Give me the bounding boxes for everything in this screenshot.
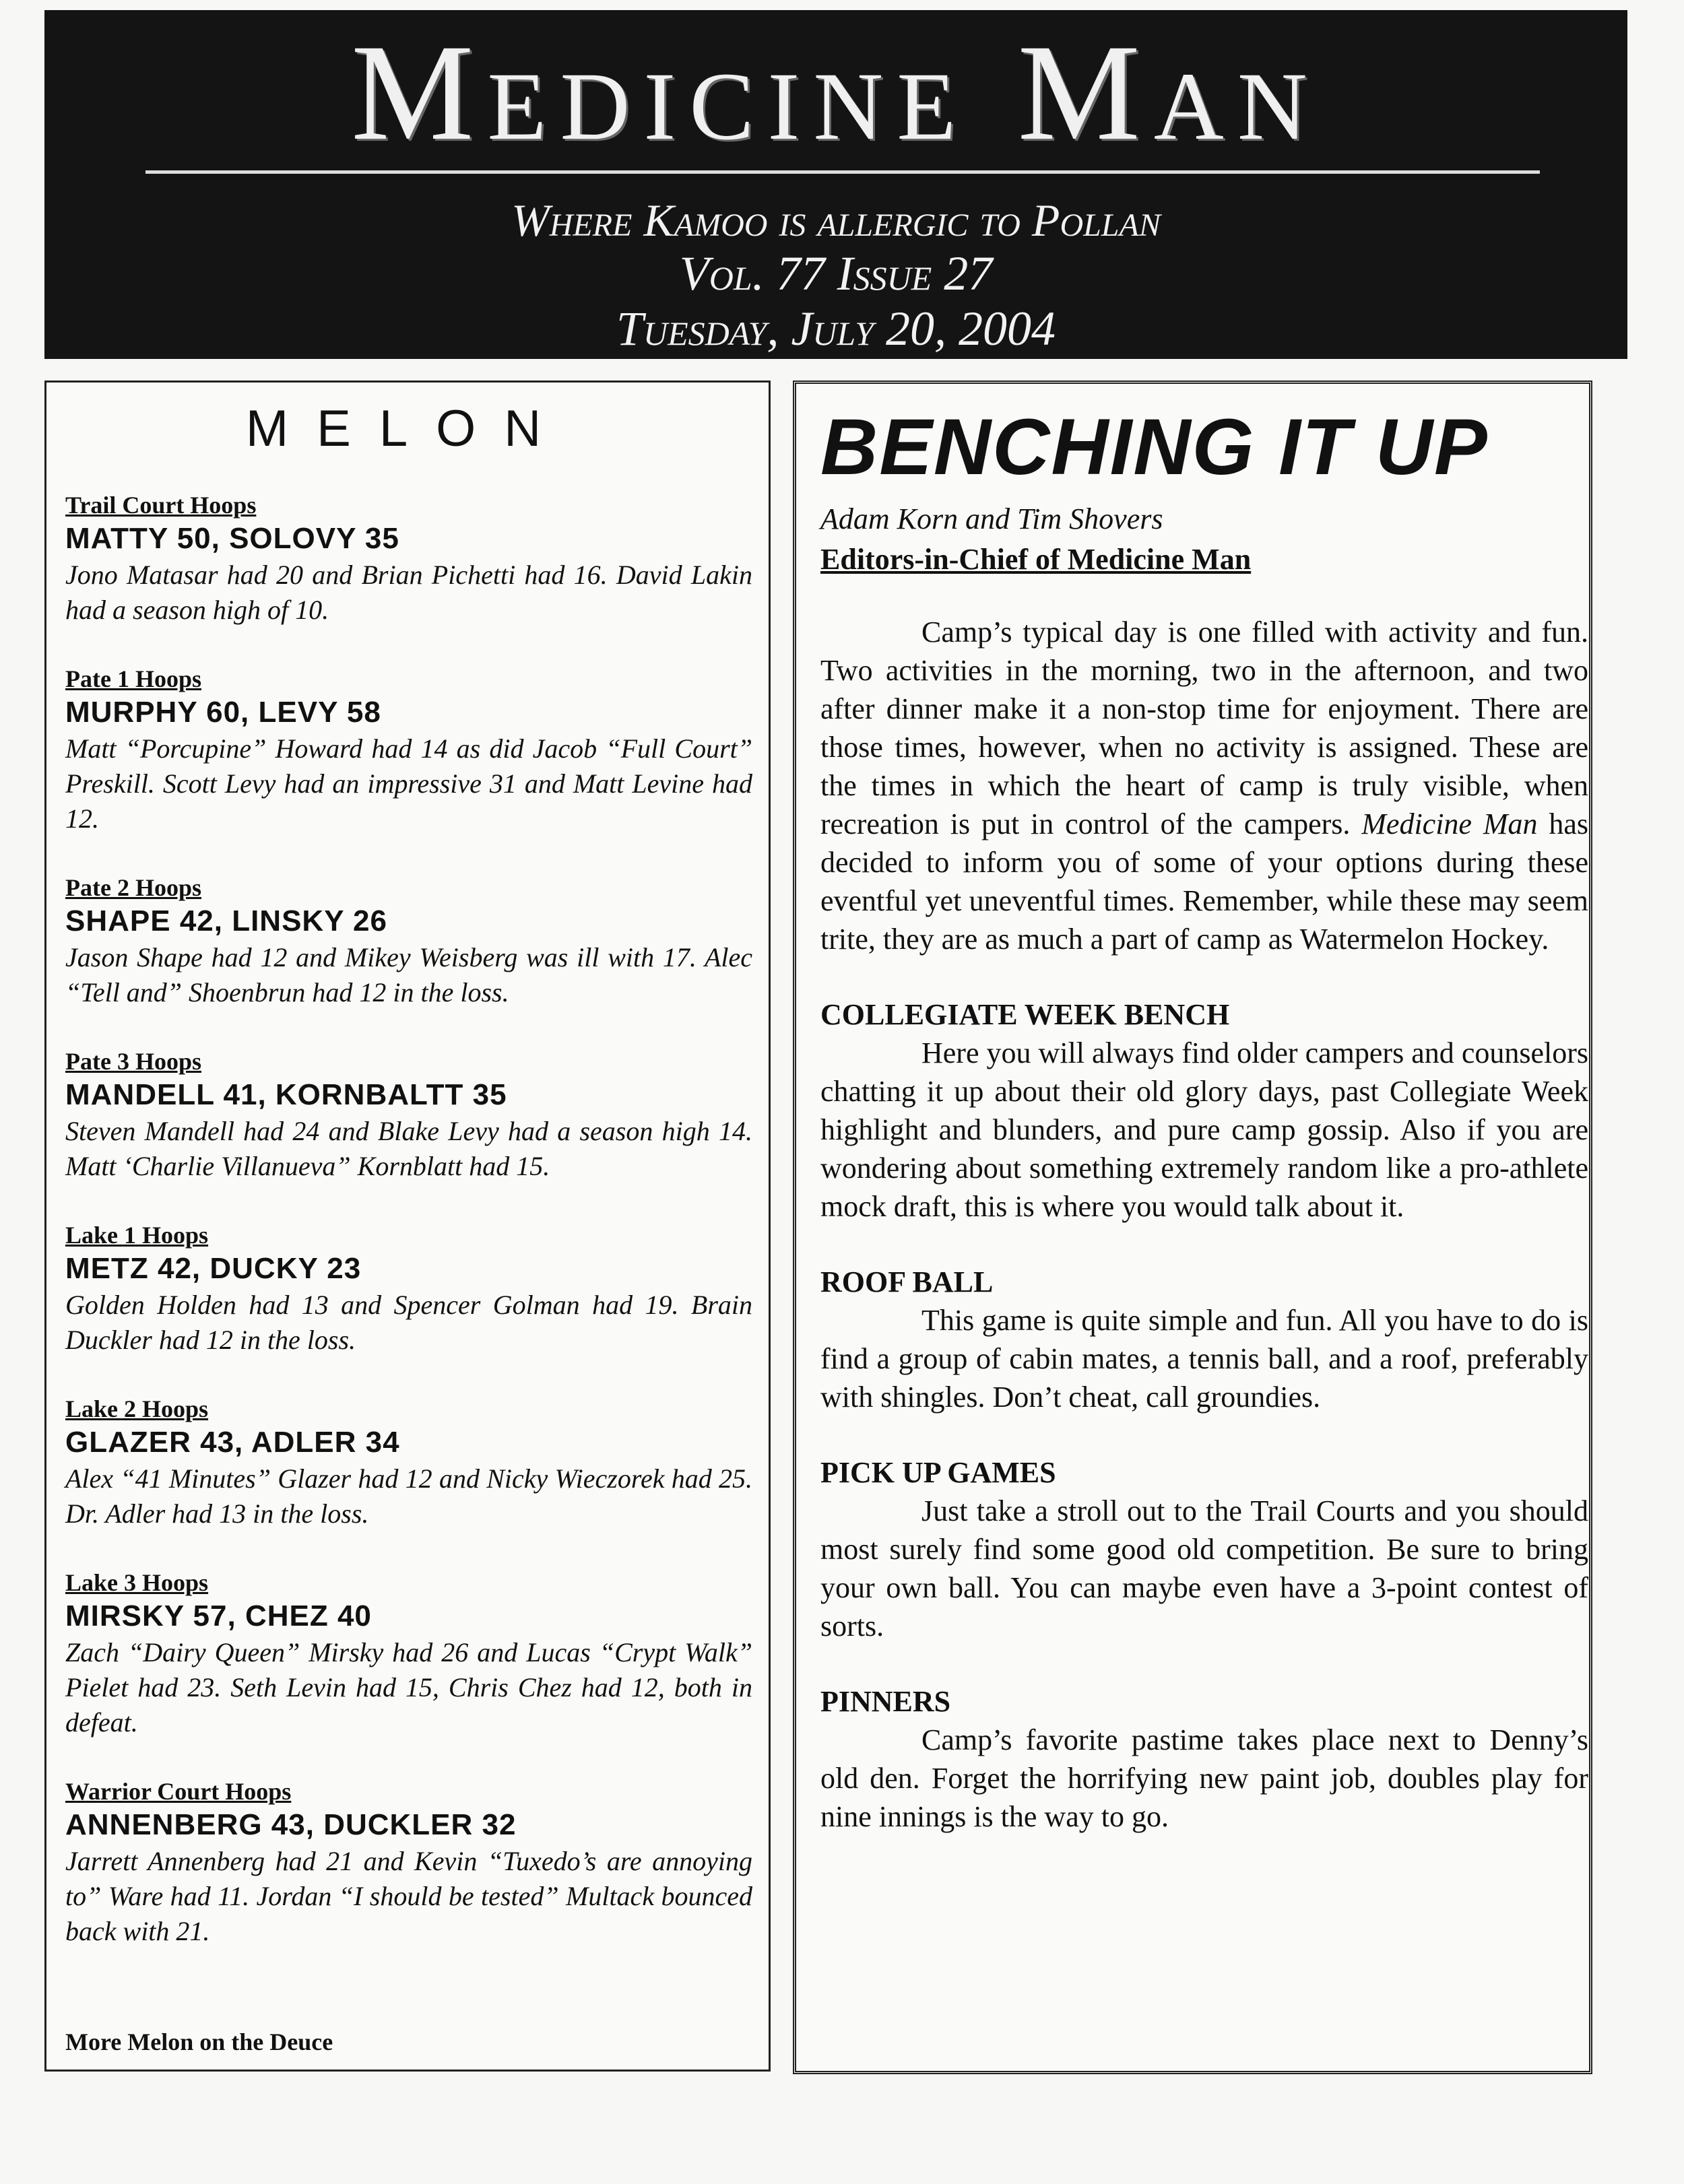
game-score: MATTY 50, SOLOVY 35	[65, 522, 399, 555]
intro-text-b: has decided to inform you of some of your options during these eventful yet uneventful times. Remember, while these may seem trite, they are as much a part of camp as Watermelon Hockey.	[820, 807, 1589, 956]
melon-heading: MELON	[245, 400, 570, 457]
game-result	[65, 1394, 752, 1531]
game-summary: Zach “Dairy Queen” Mirsky had 26 and Lucas “Crypt Walk” Pielet had 23. Seth Levin had 15, Chris Chez had 12, both in defeat.	[65, 1637, 752, 1738]
game-score: SHAPE 42, LINSKY 26	[65, 904, 387, 937]
article-section	[820, 1683, 1588, 1836]
tagline: Where Kamoo is allergic to Pollan	[511, 195, 1161, 246]
game-score: MURPHY 60, LEVY 58	[65, 696, 381, 729]
article-section	[820, 1454, 1588, 1645]
game-summary: Matt “Porcupine” Howard had 14 as did Jacob “Full Court” Preskill. Scott Levy had an impressive 31 and Matt Levine had 12.	[65, 733, 752, 834]
game-result	[65, 1047, 752, 1184]
game-score: MANDELL 41, KORNBALTT 35	[65, 1078, 507, 1111]
court-name: Lake 2 Hoops	[65, 1395, 209, 1422]
section-body: Camp’s favorite pastime takes place next to Denny’s old den. Forget the horrifying new paint job, doubles play for nine innings is the way to go.	[820, 1723, 1588, 1833]
game-summary: Alex “41 Minutes” Glazer had 12 and Nicky Wieczorek had 25. Dr. Adler had 13 in the loss.	[65, 1463, 752, 1529]
game-summary: Jarrett Annenberg had 21 and Kevin “Tuxedo’s are annoying to” Ware had 11. Jordan “I should be tested” Multack bounced back with 21.	[65, 1846, 752, 1946]
article-byline: Adam Korn and Tim Shovers	[820, 502, 1163, 535]
game-summary: Golden Holden had 13 and Spencer Golman had 19. Brain Duckler had 12 in the loss.	[65, 1290, 752, 1355]
court-name: Warrior Court Hoops	[65, 1778, 292, 1805]
melon-column	[44, 380, 771, 2072]
court-name: Pate 3 Hoops	[65, 1048, 201, 1075]
section-heading: PINNERS	[820, 1685, 951, 1718]
intro-text-a: Camp’s typical day is one filled with activity and fun. Two activities in the morning, two in the afternoon, and two after dinner make it a non-stop time for enjoyment. There are those times, however, when no activity is assigned. These are the times in which the heart of camp is truly visible, when recreation is put in control of the campers.	[820, 616, 1588, 840]
court-name: Trail Court Hoops	[65, 492, 257, 519]
court-name: Pate 1 Hoops	[65, 665, 201, 692]
section-body: This game is quite simple and fun. All you have to do is find a group of cabin mates, a tennis ball, and a roof, preferably with shingles. Don’t cheat, call groundies.	[820, 1304, 1588, 1414]
more-melon-note: More Melon on the Deuce	[65, 2028, 333, 2055]
article-column	[793, 380, 1592, 2074]
game-score: METZ 42, DUCKY 23	[65, 1252, 362, 1285]
game-result	[65, 1777, 752, 1949]
game-result	[65, 1568, 752, 1740]
game-summary: Steven Mandell had 24 and Blake Levy had a season high 14. Matt ‘Charlie Villanueva” Kornblatt had 15.	[65, 1116, 752, 1181]
game-summary: Jason Shape had 12 and Mikey Weisberg was ill with 17. Alec “Tell and” Shoenbrun had 12 in the loss.	[65, 942, 752, 1007]
masthead	[44, 10, 1627, 359]
section-heading: PICK UP GAMES	[820, 1456, 1056, 1489]
section-heading: ROOF BALL	[820, 1265, 994, 1298]
article-section	[820, 996, 1588, 1226]
section-body: Just take a stroll out to the Trail Courts and you should most surely find some good old competition. Be sure to bring your own ball. You can maybe even have a 3-point contest of sorts.	[820, 1494, 1588, 1643]
issue-date: Tuesday, July 20, 2004	[616, 302, 1056, 356]
game-score: ANNENBERG 43, DUCKLER 32	[65, 1808, 517, 1841]
court-name: Lake 3 Hoops	[65, 1569, 209, 1596]
court-name: Lake 1 Hoops	[65, 1222, 209, 1249]
article-body	[820, 613, 1588, 1836]
masthead-rule	[145, 170, 1540, 174]
game-result	[65, 873, 752, 1010]
intro-publication-name: Medicine Man	[1361, 807, 1538, 840]
court-name: Pate 2 Hoops	[65, 874, 201, 901]
article-editors: Editors-in-Chief of Medicine Man	[820, 543, 1252, 576]
section-body: Here you will always find older campers and counselors chatting it up about their old glory days, past Collegiate Week highlight and blunders, and pure camp gossip. Also if you are wondering about something extremely random like a pro-athlete mock draft, this is where you would talk about it.	[820, 1036, 1588, 1223]
article-intro	[820, 613, 1588, 958]
newspaper-title: Medicine Man	[351, 16, 1321, 169]
game-score: GLAZER 43, ADLER 34	[65, 1426, 400, 1459]
volume-issue: Vol. 77 Issue 27	[679, 246, 993, 300]
article-section	[820, 1263, 1588, 1416]
game-result	[65, 490, 752, 628]
game-results	[65, 490, 752, 1985]
game-result	[65, 664, 752, 836]
game-result	[65, 1220, 752, 1358]
game-summary: Jono Matasar had 20 and Brian Pichetti had 16. David Lakin had a season high of 10.	[65, 560, 752, 625]
article-title: BENCHING IT UP	[820, 403, 1489, 492]
section-heading: COLLEGIATE WEEK BENCH	[820, 998, 1230, 1031]
game-score: MIRSKY 57, CHEZ 40	[65, 1599, 372, 1632]
